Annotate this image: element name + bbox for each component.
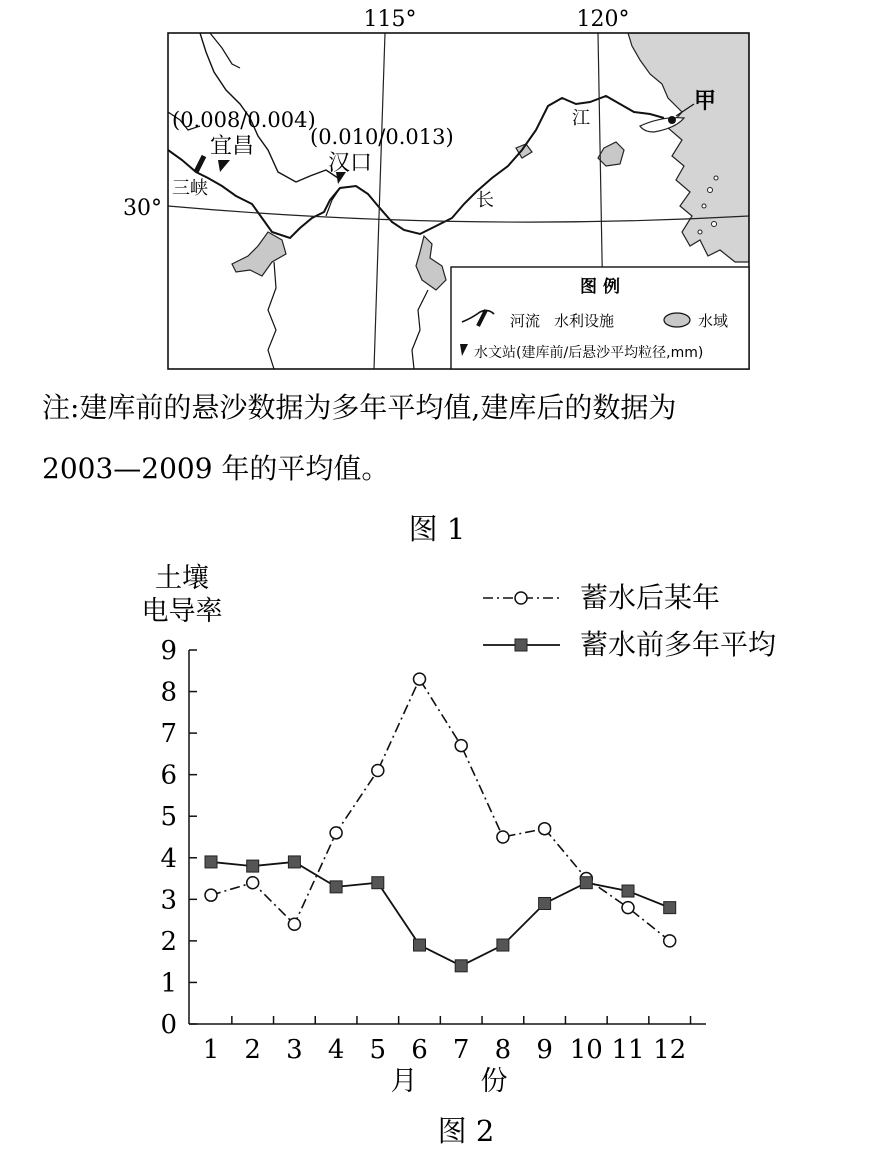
label-yichang-value: (0.008/0.004) [172, 108, 316, 132]
lon-115-label: 115° [363, 7, 417, 32]
tributary-north [210, 33, 240, 68]
note-line-1: 注:建库前的悬沙数据为多年平均值,建库后的数据为 [42, 391, 677, 424]
figure-1-caption: 图 1 [408, 512, 466, 546]
series-before-point [330, 881, 342, 893]
x-tick-label: 1 [202, 1035, 220, 1065]
legend-facility: 水利设施 [554, 312, 615, 330]
lake-dongting [232, 232, 286, 276]
series-after-line [211, 679, 670, 941]
series-after-point [414, 673, 426, 685]
lon-120-label: 120° [576, 7, 630, 32]
label-yichang: 宜昌 [210, 134, 255, 159]
lat-30-label: 30° [123, 196, 162, 221]
label-jia: 甲 [694, 89, 717, 114]
island [708, 188, 713, 193]
y-tick-label: 9 [160, 636, 177, 666]
y-axis-label-line1: 土壤 [155, 563, 209, 594]
dam-facility-icon [196, 156, 204, 172]
x-tick-label: 5 [369, 1035, 387, 1065]
x-axis-label-left: 月 [390, 1066, 418, 1097]
island [712, 222, 717, 227]
legend-water: 水域 [698, 312, 729, 330]
map [123, 7, 749, 369]
x-tick-label: 11 [611, 1035, 645, 1065]
y-tick-label: 4 [160, 843, 177, 874]
lake-poyang [416, 236, 446, 290]
series-before-point [664, 902, 676, 914]
y-tick-label: 3 [160, 885, 177, 916]
map-legend [451, 267, 749, 369]
series-before-point [622, 885, 634, 897]
series-after-point [539, 823, 551, 835]
y-axis-label-line2: 电导率 [141, 596, 223, 627]
series-before-point [288, 856, 300, 868]
chart [142, 563, 777, 1097]
x-tick-label: 9 [536, 1035, 553, 1065]
label-jiang: 江 [572, 108, 590, 129]
x-tick-label: 3 [286, 1035, 303, 1065]
y-tick-label: 8 [160, 677, 177, 708]
legend-after-label: 蓄水后某年 [580, 581, 721, 614]
series-after-point [330, 827, 342, 839]
lake-tai [598, 142, 624, 166]
figure-2-caption: 图 2 [437, 1114, 495, 1148]
island [702, 204, 706, 208]
x-tick-label: 4 [327, 1035, 345, 1065]
y-tick-label: 7 [160, 719, 177, 750]
legend-before-label: 蓄水前多年平均 [580, 628, 777, 661]
note-line-2: 2003—2009 年的平均值。 [42, 452, 390, 485]
point-jia-icon [668, 116, 676, 124]
series-after-point [664, 935, 676, 947]
label-chang: 长 [476, 190, 494, 211]
series-before-point [414, 939, 426, 951]
series-before-point [205, 856, 217, 868]
chart-legend [483, 581, 776, 661]
series-after-point [288, 918, 300, 930]
x-tick-label: 8 [494, 1035, 512, 1065]
label-hankou-value: (0.010/0.013) [310, 125, 454, 149]
tributary-gan [412, 290, 428, 369]
series-before-point [580, 877, 592, 889]
series-after-point [497, 831, 509, 843]
legend-station: 水文站(建库前/后悬沙平均粒径,mm) [474, 345, 704, 361]
station-yichang-icon [218, 160, 230, 172]
legend-before-marker [515, 639, 527, 651]
y-tick-label: 2 [160, 926, 177, 957]
x-tick-label: 6 [411, 1035, 428, 1065]
series-before-point [455, 960, 467, 972]
x-tick-label: 2 [244, 1035, 261, 1065]
tributary-xiang [268, 262, 276, 369]
y-tick-label: 0 [160, 1010, 177, 1040]
x-tick-label: 12 [653, 1035, 687, 1065]
series-before-point [539, 897, 551, 909]
meridian-115 [374, 33, 385, 369]
series-before-point [247, 860, 259, 872]
series-before-point [372, 877, 384, 889]
series-after-point [455, 740, 467, 752]
label-hankou: 汉口 [328, 151, 373, 176]
series-after-point [247, 877, 259, 889]
water-area-icon [664, 313, 690, 327]
series-before-line [211, 862, 670, 966]
legend-after-marker [515, 592, 527, 604]
x-tick-label: 7 [452, 1035, 470, 1065]
legend-title: 图 例 [580, 277, 620, 297]
x-tick-label: 10 [569, 1035, 603, 1065]
y-tick-label: 6 [160, 760, 177, 791]
series-after-point [622, 902, 634, 914]
legend-river: 河流 [510, 312, 541, 330]
series-before-point [497, 939, 509, 951]
x-axis-label-right: 份 [480, 1066, 508, 1097]
island [714, 176, 718, 180]
sea-area [628, 33, 749, 262]
y-tick-label: 5 [160, 802, 177, 833]
series-after-point [372, 765, 384, 777]
series-after-point [205, 889, 217, 901]
label-sanxia: 三峡 [172, 178, 208, 199]
y-tick-label: 1 [160, 968, 177, 999]
island [698, 230, 702, 234]
